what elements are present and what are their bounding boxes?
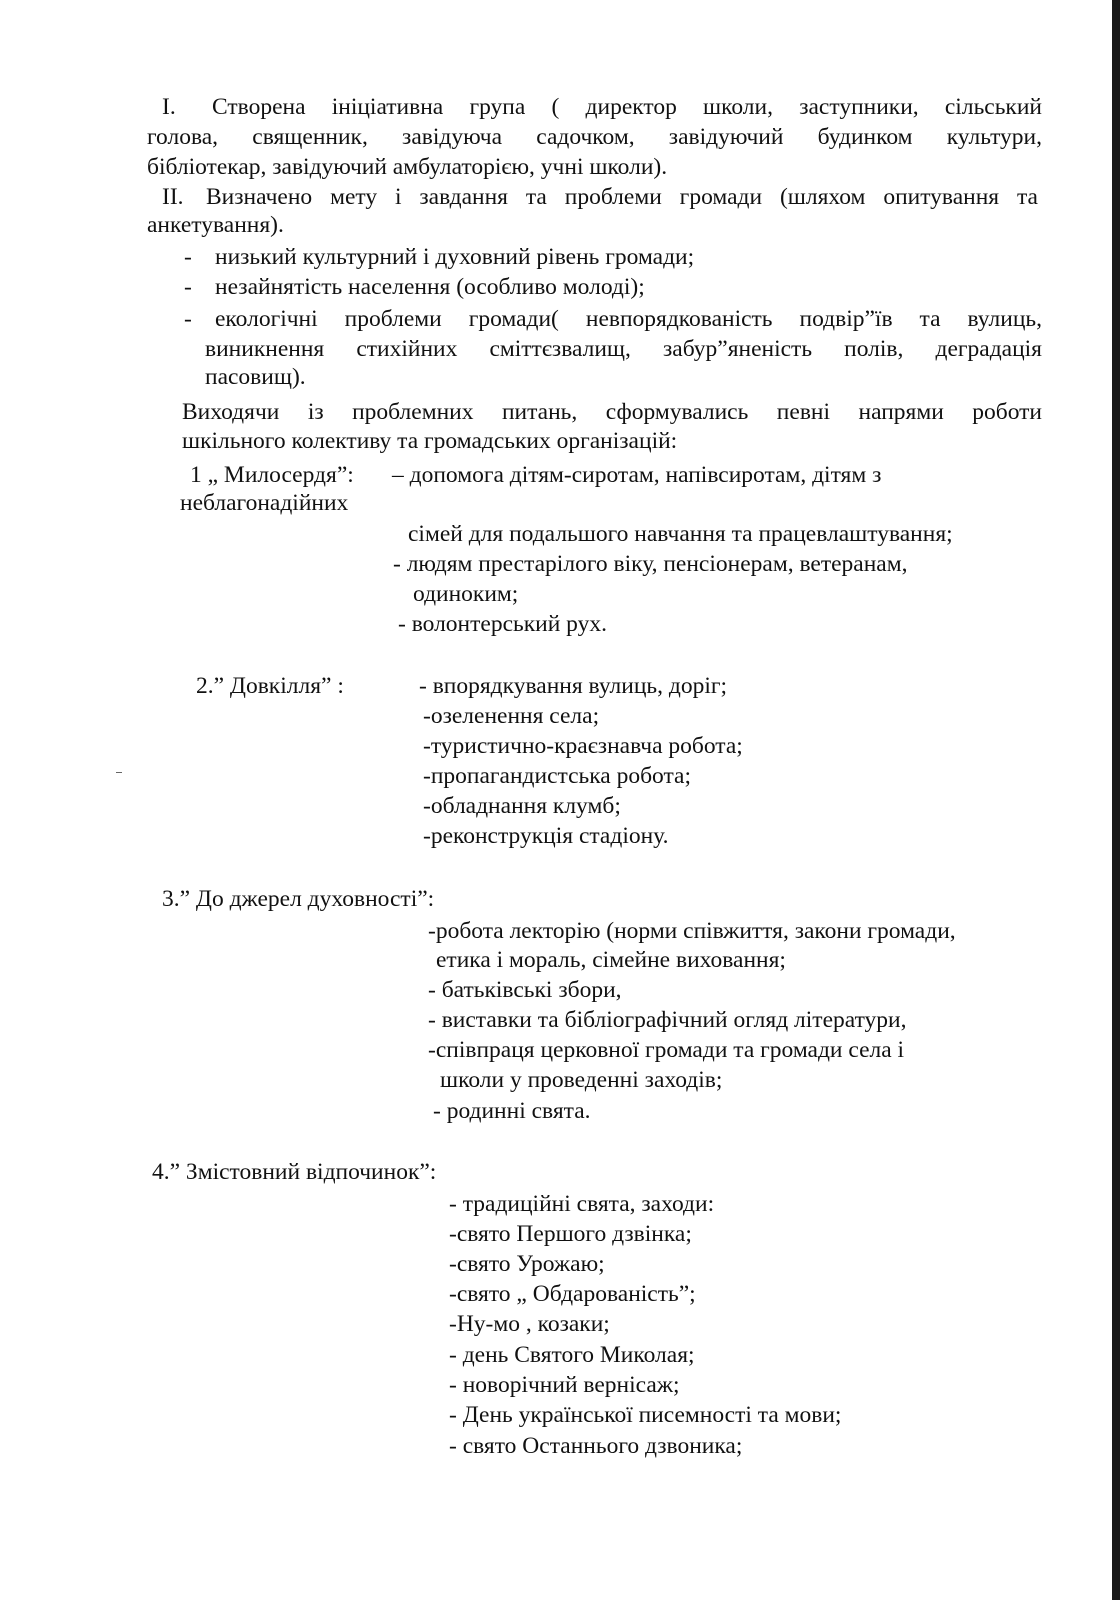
scan-edge [1112, 0, 1120, 1600]
problem-item-3-line-2: виникнення стихійних сміттєзвалищ, забур”яненість полів, деградація [205, 336, 1042, 362]
direction-1-item: сімей для подальшого навчання та працевлаштування; [408, 521, 953, 547]
section-1-numeral: I. [162, 94, 176, 120]
direction-1-title: 1 „ Милосердя”: [190, 462, 354, 488]
section-1-line-3: бібліотекар, завідуючий амбулаторією, учні школи). [147, 154, 668, 180]
direction-3-item: етика і мораль, сімейне виховання; [436, 947, 786, 973]
direction-1-item: - людям престарілого віку, пенсіонерам, ветеранам, [393, 551, 908, 577]
direction-4-item: -свято Урожаю; [449, 1251, 605, 1277]
section-1-line-1: Створена ініціативна група ( директор школи, заступники, сільський [212, 94, 1042, 120]
direction-4-item: -свято Першого дзвінка; [449, 1221, 692, 1247]
direction-1-wrap-line: неблагонадійних [180, 490, 349, 516]
direction-3-item: -робота лекторію (норми співжиття, закони громади, [428, 918, 956, 944]
section-2-line-1: Визначено мету і завдання та проблеми громади (шляхом опитування та [206, 184, 1038, 210]
direction-3-item: - родинні свята. [433, 1098, 591, 1124]
direction-4-item: - день Святого Миколая; [449, 1342, 695, 1368]
direction-2-item: -реконструкція стадіону. [423, 823, 669, 849]
direction-4-item: -свято „ Обдарованість”; [449, 1281, 696, 1307]
direction-2-item: - впорядкування вулиць, доріг; [419, 673, 728, 699]
direction-1-item: - волонтерський рух. [398, 611, 607, 637]
direction-4-item: - новорічний вернісаж; [449, 1372, 680, 1398]
direction-4-item: - свято Останнього дзвоника; [449, 1433, 743, 1459]
intro-line-1: Виходячи із проблемних питань, сформувались певні напрями роботи [182, 399, 1042, 425]
direction-2-item: -пропагандистська робота; [423, 763, 692, 789]
problem-bullet: - [184, 244, 192, 270]
section-1-line-2: голова, священник, завідуюча садочком, завідуючий будинком культури, [147, 124, 1042, 150]
direction-4-item: -Ну-мо , козаки; [449, 1311, 610, 1337]
problem-item-3-line-3: пасовищ). [205, 364, 306, 390]
problem-item-1: низький культурний і духовний рівень громади; [215, 244, 695, 270]
direction-2-item: -обладнання клумб; [423, 793, 621, 819]
problem-bullet: - [184, 306, 192, 332]
problem-bullet: - [184, 274, 192, 300]
direction-2-item: -туристично-краєзнавча робота; [423, 733, 743, 759]
direction-2-title: 2.” Довкілля” : [196, 673, 344, 699]
section-2-line-2: анкетування). [147, 212, 284, 238]
direction-3-title: 3.” До джерел духовності”: [162, 886, 435, 912]
direction-1-item: одиноким; [413, 581, 519, 607]
section-2-numeral: II. [162, 184, 184, 210]
problem-item-2: незайнятість населення (особливо молоді); [215, 274, 645, 300]
direction-1-first-line: – допомога дітям-сиротам, напівсиротам, дітям з [392, 462, 882, 488]
direction-3-item: школи у проведенні заходів; [440, 1067, 723, 1093]
direction-3-item: - виставки та бібліографічний огляд літератури, [428, 1007, 907, 1033]
direction-3-item: - батьківські збори, [428, 977, 622, 1003]
direction-4-item: - День української писемності та мови; [449, 1402, 842, 1428]
direction-4-title: 4.” Змістовний відпочинок”: [152, 1159, 437, 1185]
direction-3-item: -співпраця церковної громади та громади села і [428, 1037, 905, 1063]
direction-4-item: - традиційні свята, заходи: [449, 1191, 715, 1217]
direction-2-item: -озеленення села; [423, 703, 600, 729]
scan-speck [116, 772, 122, 773]
intro-line-2: шкільного колективу та громадських організацій: [182, 428, 678, 454]
problem-item-3-line-1: екологічні проблеми громади( невпорядкованість подвір”їв та вулиць, [215, 306, 1042, 332]
